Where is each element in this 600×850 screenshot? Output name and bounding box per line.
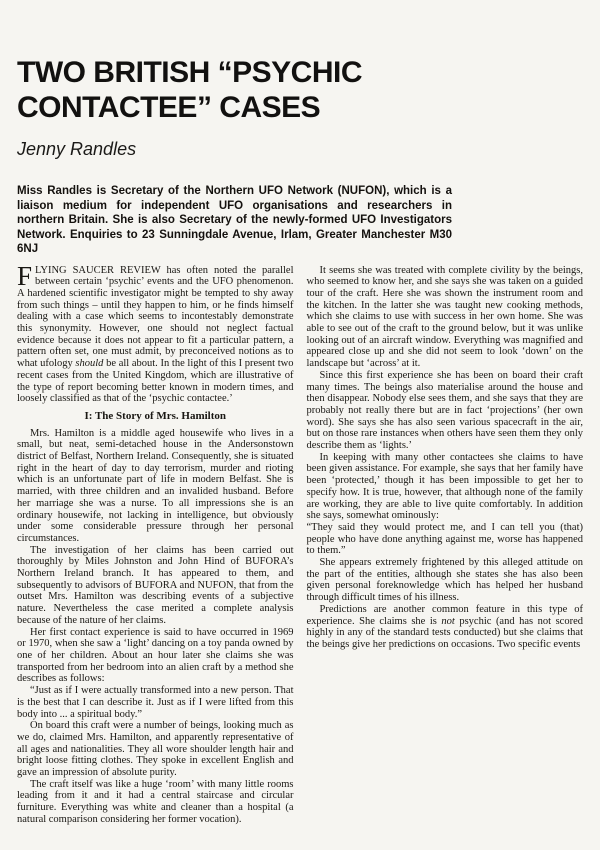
paragraph: The craft itself was like a huge ‘room’ with many little rooms leading from it and it had a central staircase and circular furniture. Everything was white and cleaner than a hospital (a natural comparison considering her former vocation). xyxy=(17,778,294,825)
witness-quote: “They said they would protect me, and I can tell you (that) people who have done anything against me, worse has happened to them.” xyxy=(306,521,583,557)
article-body xyxy=(17,265,583,837)
paragraph: The investigation of her claims has been carried out thoroughly by Miles Johnston and John Hind of BUFORA’s Northern Ireland branch. It has appeared to them, and subsequently to advisors of BUFORA and NUFON, that from the outset Mrs. Hamilton was describing events of a subjective nature. Nevertheless the case merited a complete analysis because of the nature of her claims. xyxy=(17,544,294,626)
drop-cap: F xyxy=(17,264,33,291)
byline: Jenny Randles xyxy=(17,139,137,159)
paragraph: Since this first experience she has been on board their craft many times. The beings also materialise around the house and then disappear. Nobody else sees them, and she says that they are probably not really there but are in fact ‘projections’ (her own word). She says she has also seen various spacecraft in the air, but on those rare instances when others have seen them they only describe them as ‘lights.’ xyxy=(306,369,583,452)
witness-quote: “Just as if I were actually transformed into a new person. That is the best that I can describe it. Just as if I were lifted from this body into ... a spiritual body.” xyxy=(17,685,294,720)
paragraph: Mrs. Hamilton is a middle aged housewife who lives in a small, but neat, semi-detached house in the Andersonstown district of Belfast, Northern Ireland. Consequently, she is situated right in the heart of day to day terrorism, murder and rioting which is an unfortunate part of life in modern Belfast. She is married, with three children and an invalided husband. Before her marriage she was a nurse. To all impressions she is an ordinary housewife, not lacking in intelligence, but obviously under some considerable pressure through her personal circumstances. xyxy=(17,427,294,544)
paragraph-opening xyxy=(17,265,294,405)
paragraph: It seems she was treated with complete civility by the beings, who seemed to know her, and she says she was taken on a guided tour of the craft. Here she was shown the instrument room and the kitchen. In the latter she was taught new cooking methods, which she claims to use with success in her own home. She was able to see out of the craft to the ground below, but it was unlike looking out of an aircraft window. Everything was magnified and appeared close up and she did not seem to look ‘down’ on the landscape but ‘across’ at it. xyxy=(306,264,583,370)
article-title-line1: TWO BRITISH “PSYCHIC xyxy=(17,56,363,89)
section-heading: I: The Story of Mrs. Hamilton xyxy=(84,409,227,422)
paragraph: She appears extremely frightened by this alleged attitude on the part of the entities, although she states she has also been given personal foreknowledge which has helped her husband through difficult times of his illness. xyxy=(306,557,583,604)
standfirst: Miss Randles is Secretary of the Northern UFO Network (NUFON), which is a liaison medium for independent UFO organisations and researchers in northern Britain. She is also Secretary of the newly-formed UFO Investigators Network. Enquiries to 23 Sunningdale Avenue, Irlam, Greater Manchester M30 6NJ xyxy=(17,185,452,255)
paragraph-last xyxy=(307,604,584,651)
paragraph-text: be all about. In the light of this I present two recent cases from the United Kingdom, which are illustrative of the type of report becoming better known in modern times, and loosely classified as that of the ‘psychic contactee.’ xyxy=(17,358,294,405)
paragraph-text: LYING SAUCER REVIEW has often noted the parallel between certain ‘psychic’ events and the UFO phenomenon. A hardened scientific investigator might be tempted to shy away from such things – until they happen to him, or he finds himself dealing with a case which seems to incontestably demonstrate this synonymity. However, one should not neglect factual evidence because it does not appear to fit a particular pattern, a pattern often set, one must admit, by preconceived notions as to what ufology xyxy=(17,264,294,370)
paragraph: In keeping with many other contactees she claims to have been given assistance. For example, she says that her family have been ‘protected,’ though it has been impossible to get her to specify how. It is true, however, that although none of the family are working, they are able to live quite comfortably. In addition she says, somewhat ominously: xyxy=(306,451,583,522)
paragraph-text: Predictions are another common feature in this type of experience. She claims she is xyxy=(306,603,583,627)
italic-word: not xyxy=(441,615,455,627)
paragraph: On board this craft were a number of beings, looking much as we do, claimed Mrs. Hamilton, and apparently representative of all ages and nationalities. They all wore shoulder length hair and bright loose fitting clothes. They spoke in excellent English and gave an impression of absolute purity. xyxy=(17,720,294,779)
paragraph: Her first contact experience is said to have occurred in 1969 or 1970, when she saw a ‘light’ dancing on a toy panda owned by one of her children. About an hour later she claims she was transported from her bedroom into an alien craft by a method she describes as follows: xyxy=(17,626,294,685)
article-title xyxy=(17,55,583,125)
italic-word: should xyxy=(75,358,104,370)
article-title-line2: CONTACTEE” CASES xyxy=(17,91,321,124)
paragraph-text: psychic (and has not scored highly in any of the standard tests conducted) but she claims that the beings give her predictions on occasions. Two specific events xyxy=(306,615,583,650)
